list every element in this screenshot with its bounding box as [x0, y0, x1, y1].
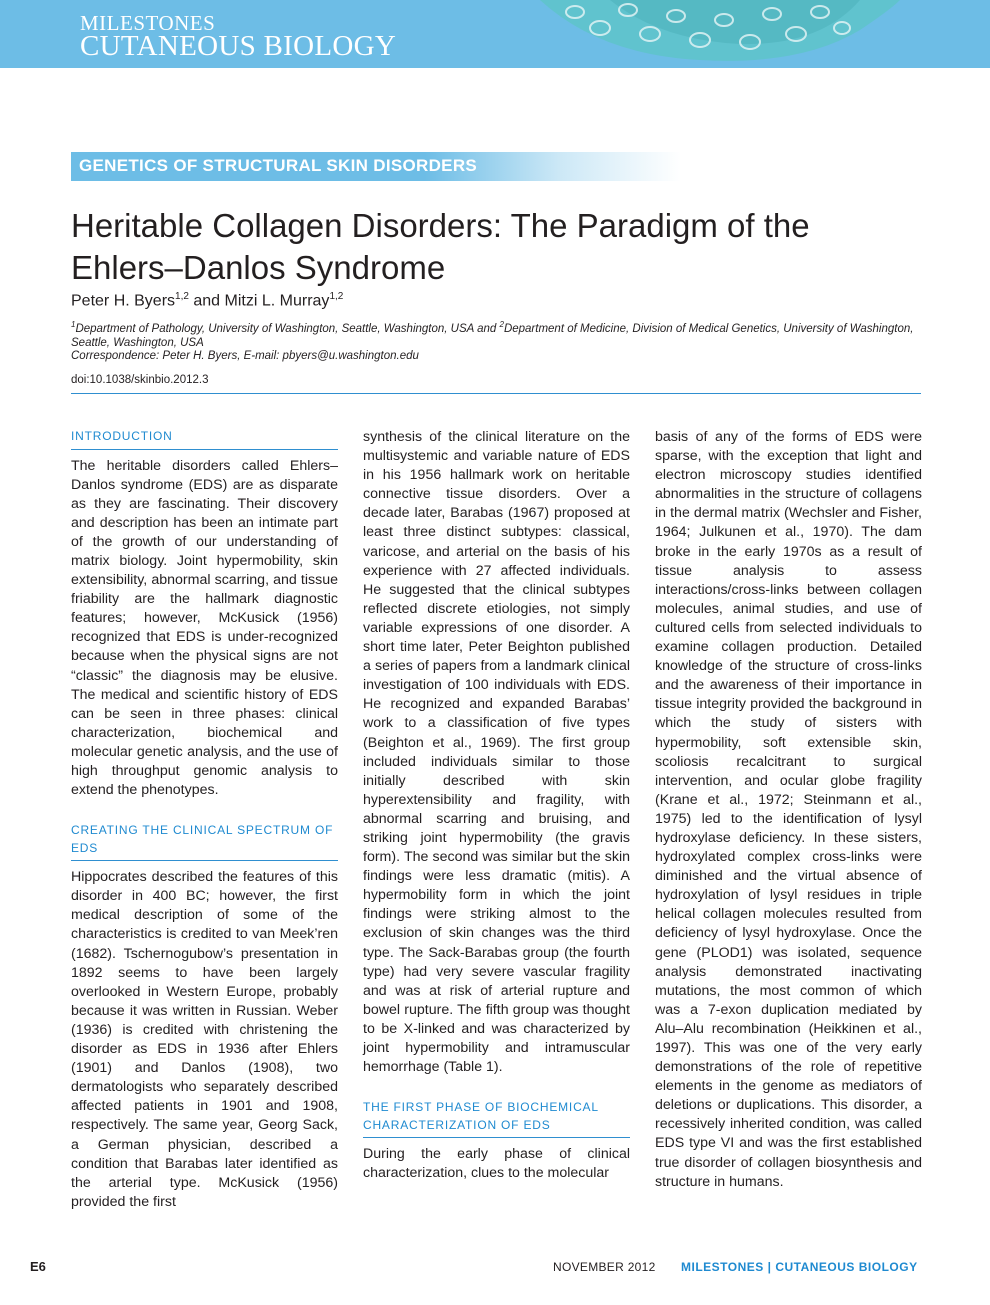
- section-category-label: GENETICS OF STRUCTURAL SKIN DISORDERS: [79, 156, 478, 175]
- affiliation-marker: 2: [499, 320, 504, 329]
- heading-divider: [71, 449, 338, 450]
- section-category-band: [71, 152, 681, 181]
- author-list: [71, 291, 343, 310]
- section-heading-introduction: INTRODUCTION: [71, 429, 173, 443]
- author-affiliation-marker: 1,2: [175, 291, 189, 302]
- title-line-2: Ehlers–Danlos Syndrome: [71, 249, 446, 286]
- title-line-1: Heritable Collagen Disorders: The Paradigm of the: [71, 207, 810, 244]
- doi: doi:10.1038/skinbio.2012.3: [71, 374, 209, 386]
- author-name: Peter H. Byers: [71, 292, 176, 310]
- section-heading-biochemical-phase: THE FIRST PHASE OF BIOCHEMICAL CHARACTERIZATION OF EDS: [363, 1100, 599, 1132]
- paragraph-biochemical-phase-continued: basis of any of the forms of EDS were sparse, with the exception that light and electron microscopy studies identified abnormalities in the structure of collagens in the dermal matrix (Wechsler and Fisher, 1964; Julkunen et al., 1970). The dam broke in the early 1970s as a result of tissue analysis to assess interactions/cross-links between collagen molecules, animal studies, and use of cultured cells from selected individuals to examine collagen production. Detailed knowledge of the structure of cross-links and the awareness of their importance in tissue integrity provided the background in which the study of sisters with hypermobility, soft extensible skin, scoliosis recalcitrant to surgical intervention, and ocular globe fragility (Krane et al., 1972; Steinmann et al., 1975) led to the identification of lysyl hydroxylase deficiency. In these sisters, hydroxylated complex cross-links were diminished and the virtual absence of hydroxylation of lysyl residues in triple helical collagen molecules resulted from deficiency of lysyl hydroxylase. Once the gene (PLOD1) was isolated, sequence analysis demonstrated inactivating mutations, the most common of which was a 7-exon duplication mediated by Alu–Alu recombination (Heikkinen et al., 1997). This was one of the very early demonstrations of the role of repetitive elements in the genome as mediators of deletions or duplications. This disorder, a recessively inherited condition, was called EDS type VI and was the first established true disorder of collagen biosynthesis and structure in humans.: [655, 429, 922, 1190]
- affiliation-text: Department of Medicine, Division of Medical Genetics, University of Washington, Seattle, Washington, USA: [71, 322, 914, 349]
- author-affiliation-marker: 1,2: [329, 291, 344, 302]
- paragraph-clinical-spectrum-continued: synthesis of the clinical literature on the multisystemic and variable nature of EDS in his 1956 hallmark work on heritable connective tissue disorders. Over a decade later, Barabas (1967) proposed at least three distinct subtypes: classical, varicose, and arterial on the basis of his experience with 27 affected individuals. He suggested that the clinical subtypes reflected discrete etiologies, not simply variable expressions of one disorder. A short time later, Peter Beighton published a series of papers from a landmark clinical investigation of 100 individuals with EDS. He recognized and expanded Barabas’ work to a classification of five types (Beighton et al., 1969). The first group included individuals similar to those initially described with skin hyperextensibility and fragility, with abnormal scarring and bruising, and striking joint hypermobility (the gravis form). The second was similar but the skin findings were less dramatic (mitis). A hypermobility form in which the joint findings were striking almost to the exclusion of skin changes was the third type. The Sack-Barabas group (the fourth type) had very severe vascular fragility and was at risk of arterial rupture and bowel rupture. The fifth group was thought to be X-linked and was characterized by joint hypermobility and intramuscular hemorrhage (Table 1).: [363, 429, 630, 1076]
- body-column-2: [363, 428, 630, 1183]
- author-name: Mitzi L. Murray: [224, 292, 330, 310]
- journal-name-line1: MILESTONES: [80, 11, 216, 35]
- body-column-1: [71, 428, 338, 1212]
- section-heading-clinical-spectrum: CREATING THE CLINICAL SPECTRUM OF EDS: [71, 823, 334, 855]
- paragraph-biochemical-phase: During the early phase of clinical characterization, clues to the molecular: [363, 1146, 630, 1182]
- correspondence: Correspondence: Peter H. Byers, E-mail: pbyers@u.washington.edu: [71, 350, 419, 362]
- affiliation-text: Department of Pathology, University of Washington, Seattle, Washington, USA and: [75, 322, 500, 335]
- page-number: E6: [30, 1259, 46, 1274]
- heading-divider: [363, 1137, 630, 1138]
- affiliations: [71, 318, 921, 350]
- header-divider: [71, 393, 921, 394]
- heading-divider: [71, 860, 338, 861]
- footer-journal-name: MILESTONES | CUTANEOUS BIOLOGY: [681, 1260, 918, 1274]
- paragraph-introduction: The heritable disorders called Ehlers–Danlos syndrome (EDS) are as disparate as they are fascinating. Their discovery and description has been an intimate part of the growth of our understanding of matrix biology. Joint hypermobility, skin extensibility, abnormal scarring, and tissue friability are the hallmark diagnostic features; however, McKusick (1956) recognized that EDS is under-recognized because when the physical signs are not “classic” the diagnosis may be elusive. The medical and scientific history of EDS can be seen in three phases: clinical characterization, biochemical and molecular genetic analysis, and the use of high throughput genomic analysis to extend the phenotypes.: [71, 457, 338, 799]
- journal-name-line2: CUTANEOUS BIOLOGY: [80, 30, 397, 62]
- journal-banner: [0, 0, 990, 68]
- affiliation-marker: 1: [71, 320, 76, 329]
- paragraph-clinical-spectrum: Hippocrates described the features of this disorder in 400 BC; however, the first medical description of some of the characteristics is credited to van Meek’ren (1682). Tschernogubow’s presentation in 1892 seems to have been largely overlooked in Western Europe, probably because it was written in Russian. Weber (1936) is credited with christening the disorder as EDS in 1936 after Ehlers (1901) and Danlos (1908), two dermatologists who separately described affected patients in 1901 and 1908, respectively. The same year, Georg Sack, a German physician, described a condition that Barabas later identified as the arterial type. McKusick (1956) provided the first: [71, 869, 338, 1210]
- body-column-3: [655, 428, 922, 1192]
- issue-date: NOVEMBER 2012: [553, 1260, 656, 1274]
- article-title: [71, 205, 931, 289]
- author-separator: and: [188, 292, 225, 310]
